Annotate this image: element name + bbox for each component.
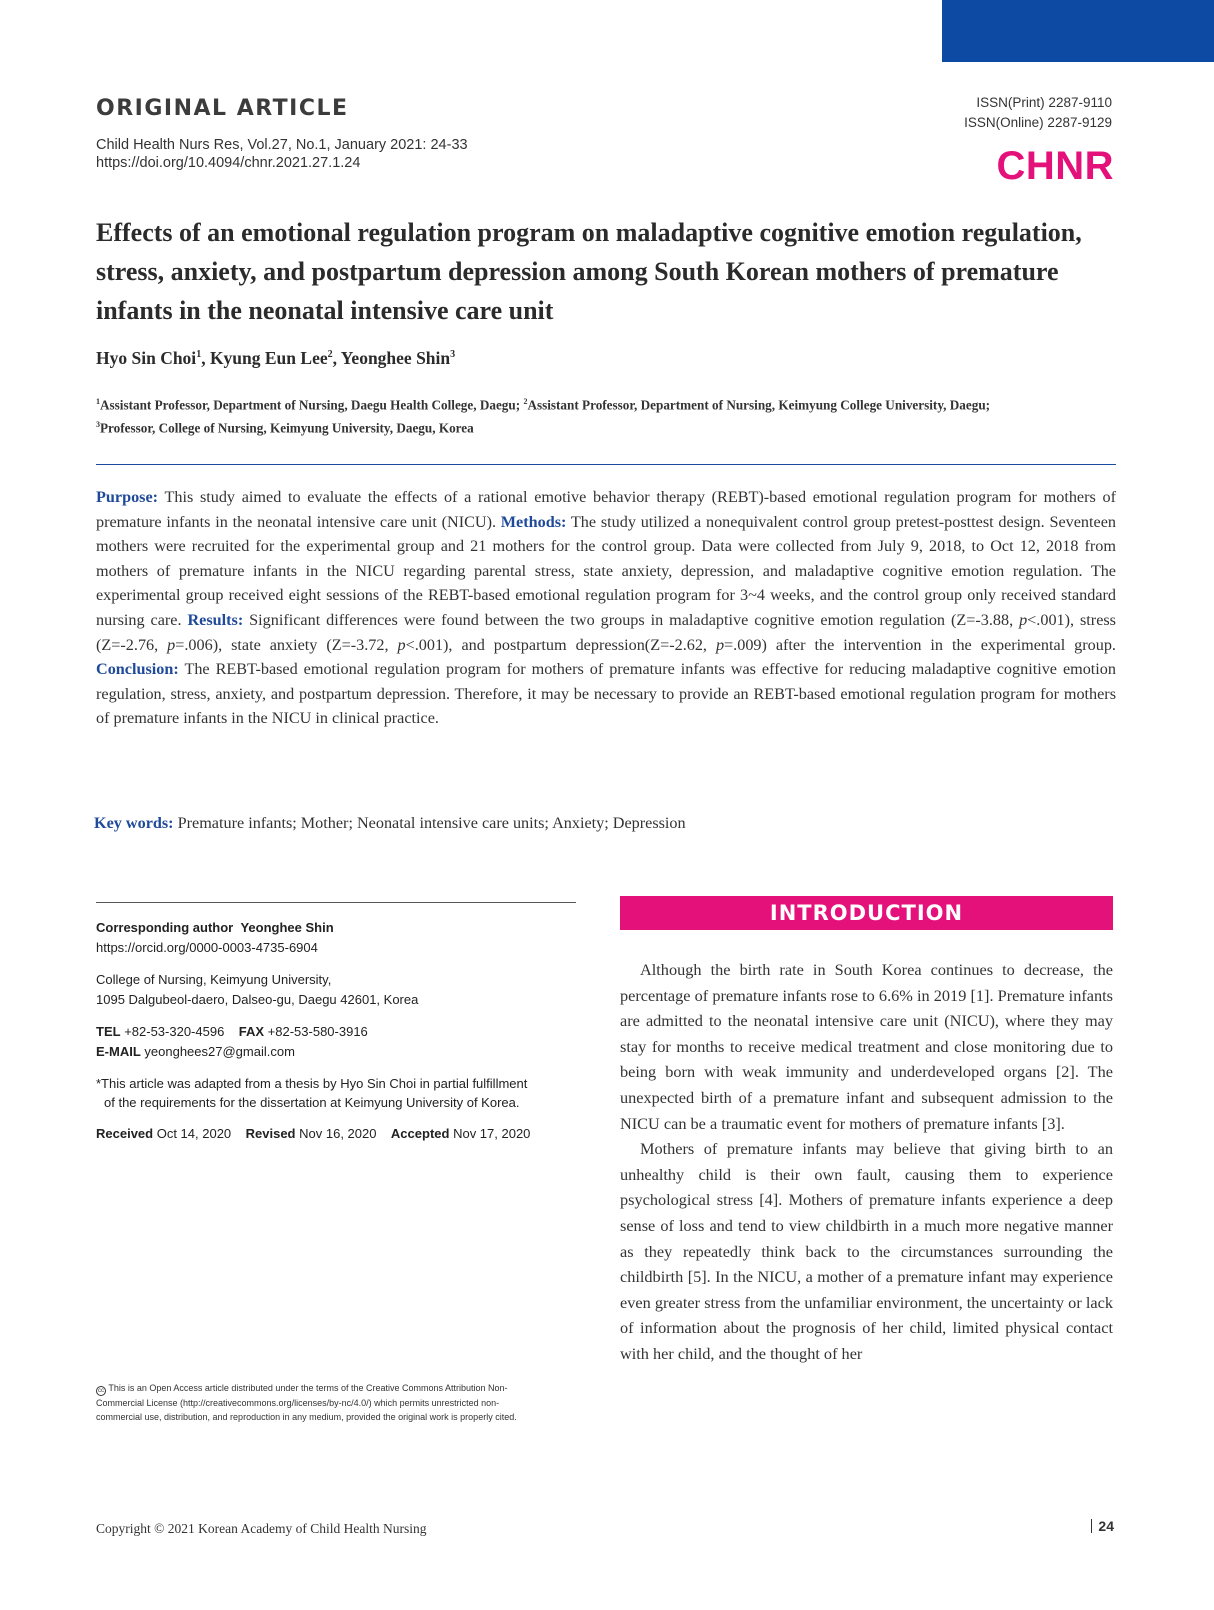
affiliation-1: Assistant Professor, Department of Nursing, Daegu Health College, Daegu; (100, 397, 524, 413)
affiliation-3: Professor, College of Nursing, Keimyung University, Daegu, Korea (100, 420, 474, 436)
fax-value: +82-53-580-3916 (267, 1024, 368, 1039)
keywords (94, 814, 686, 833)
author-list (96, 348, 455, 369)
doi-link[interactable]: https://doi.org/10.4094/chnr.2021.27.1.24 (96, 155, 361, 171)
orcid-link[interactable]: https://orcid.org/0000-0003-4735-6904 (96, 940, 318, 955)
results-text: Significant differences were found between the two groups in maladaptive cognitive emotion regulation (Z=-3.88, (243, 610, 1020, 629)
correspondence-divider (96, 902, 576, 903)
results-text: <.001), stress (Z=-2.76, (96, 610, 1116, 654)
affiliation-sup: 2 (523, 397, 528, 406)
page-number: 24 (1098, 1518, 1114, 1534)
methods-text: The study utilized a nonequivalent control group pretest-posttest design. Seventeen mothers were recruited for the experimental group and 21 mothers for the control group. Data were collected from July 9, 2018, to Oct 12, 2018 from mothers of premature infants in the NICU regarding parental stress, state anxiety, depression, and maladaptive cognitive emotion regulation. The experimental group received eight sessions of the REBT-based emotional regulation program for 3~4 weeks, and the control group only received standard nursing care. (96, 512, 1116, 629)
received-label: Received (96, 1126, 154, 1141)
thesis-note: *This article was adapted from a thesis by Hyo Sin Choi in partial fulfillment (96, 1076, 528, 1091)
p-symbol: p (167, 635, 176, 654)
keywords-label: Key words: (94, 814, 174, 832)
keywords-text: Premature infants; Mother; Neonatal intensive care units; Anxiety; Depression (173, 814, 686, 832)
revised-date: Nov 16, 2020 (299, 1126, 377, 1141)
results-text: =.006), state anxiety (Z=-3.72, (175, 635, 398, 654)
corresponding-author-name: Yeonghee Shin (240, 920, 334, 935)
conclusion-text: The REBT-based emotional regulation program for mothers of premature infants was effective for reducing maladaptive cognitive emotion regulation, stress, anxiety, and postpartum depression. Therefore, it may be necessary to provide an REBT-based emotional regulation program for mothers of premature infants in the NICU in clinical practice. (96, 660, 1116, 728)
accepted-label: Accepted (390, 1126, 450, 1141)
address-line-2: 1095 Dalgubeol-daero, Dalseo-gu, Daegu 42601, Korea (96, 992, 419, 1007)
paragraph: Although the birth rate in South Korea continues to decrease, the percentage of premature infants rose to 6.6% in 2019 [1]. Premature infants are admitted to the neonatal intensive care unit (NICU), where they may stay for months to receive medical treatment and close monitoring due to being born with weak immunity and underdeveloped organs [2]. The unexpected birth of a premature infant and subsequent admission to the NICU can be a traumatic event for mothers of premature infants [3]. (620, 960, 1113, 1133)
abstract (96, 485, 1116, 731)
header-divider (96, 464, 1116, 465)
affiliation-sup: 1 (96, 397, 100, 406)
author-name: Hyo Sin Choi (96, 348, 197, 368)
thesis-note: of the requirements for the dissertation at Keimyung University of Korea. (104, 1095, 520, 1110)
introduction-body (620, 957, 1113, 1367)
page-number-block (1091, 1518, 1114, 1534)
address-line-1: College of Nursing, Keimyung University, (96, 972, 332, 987)
author-name: Kyung Eun Lee (209, 348, 328, 368)
conclusion-label: Conclusion: (96, 660, 179, 679)
license-line: Commercial License (http://creativecommons.org/licenses/by-nc/4.0/) which permits unrestricted non- (96, 1398, 500, 1408)
author-name: Yeonghee Shin (340, 348, 451, 368)
license-note (96, 1381, 586, 1424)
corner-color-block (942, 0, 1214, 62)
revised-label: Revised (245, 1126, 296, 1141)
page-divider (1091, 1519, 1092, 1533)
correspondence-block (96, 918, 586, 1144)
issn-block (964, 93, 1112, 133)
purpose-text: This study aimed to evaluate the effects of a rational emotive behavior therapy (REBT)-based emotional regulation program for mothers of premature infants in the neonatal intensive care unit (NICU). (96, 488, 1116, 531)
issn-print: ISSN(Print) 2287-9110 (976, 95, 1112, 110)
accepted-date: Nov 17, 2020 (453, 1126, 531, 1141)
author-sup: 2 (327, 349, 333, 361)
purpose-label: Purpose: (96, 488, 159, 506)
methods-label: Methods: (500, 512, 567, 531)
fax-label: FAX (238, 1024, 265, 1039)
copyright: Copyright © 2021 Korean Academy of Child Health Nursing (96, 1521, 427, 1536)
corresponding-author-label: Corresponding author (96, 920, 234, 935)
affiliations (96, 392, 1116, 439)
journal-info (96, 136, 468, 172)
paragraph: Mothers of premature infants may believe that giving birth to an unhealthy child is their own fault, causing them to experience psychological stress [4]. Mothers of premature infants experience a deep sense of loss and tend to view childbirth in a much more negative manner as they repeatedly think back to the circumstances surrounding the childbirth [5]. In the NICU, a mother of a premature infant may experience even greater stress from the unfamiliar environment, the uncertainty or lack of information about the prognosis of her child, limited physical contact with her child, and the thought of her (620, 1139, 1113, 1363)
tel-label: TEL (96, 1024, 121, 1039)
issn-online: ISSN(Online) 2287-9129 (964, 115, 1112, 130)
p-symbol: p (715, 635, 725, 654)
email-label: E-MAIL (96, 1044, 141, 1059)
creative-commons-icon: cc (98, 1388, 104, 1394)
tel-value: +82-53-320-4596 (124, 1024, 225, 1039)
affiliation-2: Assistant Professor, Department of Nursing, Keimyung College University, Daegu; (527, 397, 991, 413)
author-sup: 3 (450, 349, 456, 361)
author-separator: , (332, 348, 341, 368)
author-sup: 1 (196, 349, 202, 361)
article-type-label: ORIGINAL ARTICLE (96, 96, 349, 121)
author-separator: , (201, 348, 210, 368)
license-line: commercial use, distribution, and reproduction in any medium, provided the original work is properly cited. (96, 1412, 517, 1422)
journal-logo: CHNR (996, 144, 1114, 188)
email-link[interactable]: yeonghees27@gmail.com (144, 1044, 295, 1059)
citation: Child Health Nurs Res, Vol.27, No.1, January 2021: 24-33 (96, 137, 468, 153)
p-symbol: p (1019, 610, 1028, 629)
p-symbol: p (397, 635, 406, 654)
affiliation-sup: 3 (96, 420, 100, 430)
received-date: Oct 14, 2020 (156, 1126, 232, 1141)
results-text: =.009) after the intervention in the experimental group. (724, 635, 1116, 654)
results-label: Results: (187, 610, 244, 629)
results-text: <.001), and postpartum depression(Z=-2.62, (405, 635, 716, 654)
license-line: This is an Open Access article distributed under the terms of the Creative Commons Attribution Non- (108, 1383, 508, 1393)
article-title: Effects of an emotional regulation program on maladaptive cognitive emotion regulation, stress, anxiety, and postpartum depression among South Korean mothers of premature infants in the neonatal intensive care unit (96, 218, 1082, 325)
introduction-heading: INTRODUCTION (769, 901, 964, 925)
